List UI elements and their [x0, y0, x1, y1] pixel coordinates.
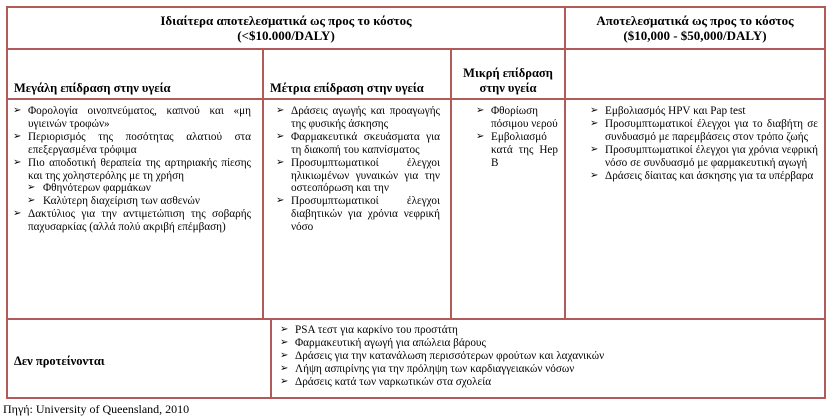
list-item: ➢ Εμβολιασμό κατά της Hep B: [476, 130, 558, 169]
cost-effectiveness-table: [6, 6, 826, 399]
arrow-bullet-icon: ➢: [280, 349, 289, 361]
source-caption: Πηγή: University of Queensland, 2010: [3, 402, 190, 416]
arrow-bullet-icon: ➢: [27, 182, 36, 194]
list-item: ➢ Προσυμπτωματικοί έλεγχοι διαβητικών για χρόνια νεφρική νόσο: [276, 195, 440, 234]
list-item: ➢ Φορολογία οινοπνεύματος, καπνού και «μη υγιεινών τροφών»: [13, 105, 251, 130]
arrow-bullet-icon: ➢: [27, 195, 36, 207]
list-item: ➢ Προσυμπτωματικοί έλεγχοι για χρόνια νεφρική νόσο σε συνδυασμό με φαρμακευτική αγωγή: [590, 143, 818, 169]
list-item: ➢ Προσυμπτωματικοί έλεγχοι ηλικιωμένων γυναικών για την οστεοπόρωση και την: [276, 156, 440, 195]
arrow-bullet-icon: ➢: [13, 130, 22, 142]
row-divider-not-recommended: [8, 318, 824, 320]
col-divider-not-recommended: [270, 318, 272, 397]
arrow-bullet-icon: ➢: [280, 362, 289, 374]
header-cost-effective-range: ($10,000 - $50,000/DALY): [623, 28, 767, 43]
row-divider-subheader: [8, 98, 824, 100]
arrow-bullet-icon: ➢: [590, 169, 599, 181]
arrow-bullet-icon: ➢: [280, 375, 289, 387]
arrow-bullet-icon: ➢: [476, 130, 485, 142]
small-impact-cell: [476, 105, 558, 170]
arrow-bullet-icon: ➢: [280, 324, 289, 335]
subheader-large-impact: Μεγάλη επίδραση στην υγεία: [14, 81, 171, 95]
medium-impact-cell: [276, 105, 440, 234]
header-very-cost-effective-range: (<$10.000/DALY): [237, 28, 335, 43]
list-item-nested: ➢ Φθηνότερων φαρμάκων: [27, 182, 151, 195]
list-item: ➢ Λήψη ασπιρίνης για την πρόληψη των καρδιαγγειακών νόσων: [280, 362, 575, 375]
list-item: ➢ Περιορισμός της ποσότητας αλατιού στα επεξεργασμένα τρόφιμα: [13, 130, 251, 156]
header-very-cost-effective-title: Ιδιαίτερα αποτελεσματικά ως προς το κόστος: [160, 13, 412, 28]
arrow-bullet-icon: ➢: [590, 143, 599, 155]
arrow-bullet-icon: ➢: [476, 105, 485, 116]
list-item-nested: ➢ Καλύτερη διαχείριση των ασθενών: [27, 195, 200, 208]
arrow-bullet-icon: ➢: [13, 156, 22, 168]
list-item: ➢ Εμβολιασμός HPV και Pap test: [590, 105, 746, 117]
arrow-bullet-icon: ➢: [590, 105, 599, 116]
arrow-bullet-icon: ➢: [13, 208, 22, 220]
col-divider-main: [564, 8, 566, 318]
cost-effective-cell: [590, 105, 818, 182]
list-item: ➢ Προσυμπτωματικοί έλεγχοι για το διαβήτη σε συνδυασμό με παρεμβάσεις στον τρόπο ζωής: [590, 117, 818, 143]
row-divider-header: [8, 48, 824, 50]
subheader-small-impact-line1: Μικρή επίδραση: [463, 66, 553, 80]
list-item: ➢ Δράσεις αγωγής και προαγωγής της φυσικής άσκησης: [276, 105, 440, 130]
subheader-small-impact-line2: στην υγεία: [479, 81, 537, 95]
not-recommended-label: Δεν προτείνονται: [14, 354, 105, 368]
list-item: ➢ Δακτύλιος για την αντιμετώπιση της σοβαρής παχυσαρκίας (αλλά πολύ ακριβή επέμβαση): [13, 208, 251, 234]
list-item: ➢ Φαρμακευτικά σκευάσματα για τη διακοπή του καπνίσματος: [276, 130, 440, 156]
header-cost-effective: [566, 13, 824, 43]
arrow-bullet-icon: ➢: [276, 195, 285, 207]
list-item: ➢ Φαρμακευτική αγωγή για απώλεια βάρους: [280, 336, 486, 349]
list-item: ➢ Πιο αποδοτική θεραπεία της αρτηριακής πίεσης και της χοληστερόλης με τη χρήση: [13, 156, 251, 182]
list-item: ➢ Δράσεις για την κατανάλωση περισσότερων φρούτων και λαχανικών: [280, 349, 605, 362]
arrow-bullet-icon: ➢: [590, 117, 599, 129]
list-item: ➢ Δράσεις κατά των ναρκωτικών στα σχολεία: [280, 375, 492, 388]
arrow-bullet-icon: ➢: [276, 156, 285, 168]
header-cost-effective-title: Αποτελεσματικά ως προς το κόστος: [596, 13, 794, 28]
arrow-bullet-icon: ➢: [276, 105, 285, 116]
arrow-bullet-icon: ➢: [280, 336, 289, 348]
arrow-bullet-icon: ➢: [276, 130, 285, 142]
list-item: ➢ PSA τεστ για καρκίνο του προστάτη: [280, 324, 458, 336]
list-item: ➢ Φθορίωση πόσιμου νερού: [476, 105, 558, 130]
col-divider-large-medium: [262, 48, 264, 318]
not-recommended-cell: [280, 324, 820, 389]
list-item: ➢ Δράσεις δίαιτας και άσκησης για τα υπέρβαρα: [590, 169, 814, 182]
subheader-medium-impact: Μέτρια επίδραση στην υγεία: [270, 81, 424, 95]
subheader-small-impact: [452, 66, 564, 96]
arrow-bullet-icon: ➢: [13, 105, 22, 116]
large-impact-cell: [13, 105, 251, 234]
header-very-cost-effective: [8, 13, 564, 43]
